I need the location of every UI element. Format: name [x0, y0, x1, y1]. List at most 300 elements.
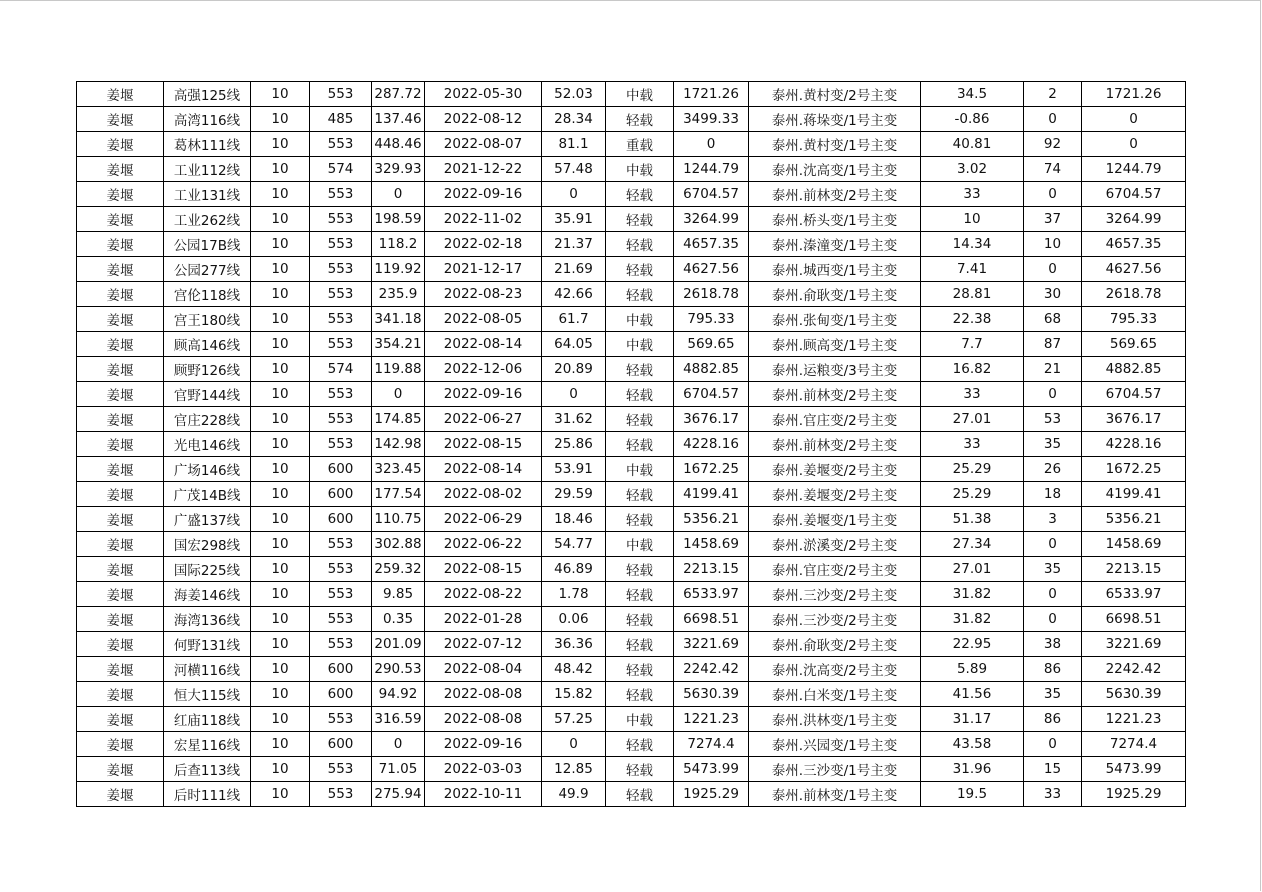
voltage-cell: 10 [251, 207, 310, 232]
table-row [77, 232, 1186, 257]
voltage-cell: 10 [251, 432, 310, 457]
region-cell: 姜堰 [77, 207, 164, 232]
available-capacity-cell: 7274.4 [674, 732, 749, 757]
remaining-capacity-cell: 5630.39 [1082, 682, 1186, 707]
table-row [77, 782, 1186, 807]
voltage-cell: 10 [251, 507, 310, 532]
line-name-cell: 海湾136线 [164, 607, 251, 632]
transformer-load-rate-cell: 10 [921, 207, 1024, 232]
line-name-cell: 工业262线 [164, 207, 251, 232]
count-cell: 3 [1024, 507, 1082, 532]
capacity-cell: 553 [310, 757, 372, 782]
load-cell: 329.93 [372, 157, 425, 182]
transformer-load-rate-cell: 16.82 [921, 357, 1024, 382]
load-status-cell: 中载 [606, 707, 674, 732]
region-cell: 姜堰 [77, 357, 164, 382]
load-cell: 0 [372, 382, 425, 407]
capacity-cell: 600 [310, 482, 372, 507]
load-rate-cell: 0.06 [542, 607, 606, 632]
line-name-cell: 广盛137线 [164, 507, 251, 532]
transformer-cell: 泰州.桥头变/1号主变 [749, 207, 921, 232]
date-cell: 2022-05-30 [425, 82, 542, 107]
remaining-capacity-cell: 569.65 [1082, 332, 1186, 357]
date-cell: 2022-08-08 [425, 682, 542, 707]
load-status-cell: 轻载 [606, 582, 674, 607]
table-body [77, 82, 1186, 807]
capacity-cell: 553 [310, 382, 372, 407]
load-cell: 201.09 [372, 632, 425, 657]
region-cell: 姜堰 [77, 432, 164, 457]
transformer-cell: 泰州.俞耿变/2号主变 [749, 632, 921, 657]
table-row [77, 532, 1186, 557]
table-row [77, 632, 1186, 657]
count-cell: 0 [1024, 532, 1082, 557]
table-row [77, 182, 1186, 207]
capacity-cell: 553 [310, 82, 372, 107]
count-cell: 86 [1024, 707, 1082, 732]
line-name-cell: 工业131线 [164, 182, 251, 207]
available-capacity-cell: 5630.39 [674, 682, 749, 707]
transformer-cell: 泰州.城西变/1号主变 [749, 257, 921, 282]
load-rate-cell: 48.42 [542, 657, 606, 682]
count-cell: 26 [1024, 457, 1082, 482]
remaining-capacity-cell: 4199.41 [1082, 482, 1186, 507]
transformer-cell: 泰州.洪林变/1号主变 [749, 707, 921, 732]
table-row [77, 107, 1186, 132]
line-name-cell: 广场146线 [164, 457, 251, 482]
available-capacity-cell: 4882.85 [674, 357, 749, 382]
voltage-cell: 10 [251, 282, 310, 307]
transformer-cell: 泰州.溱潼变/1号主变 [749, 232, 921, 257]
transformer-cell: 泰州.俞耿变/1号主变 [749, 282, 921, 307]
transformer-cell: 泰州.姜堰变/2号主变 [749, 482, 921, 507]
line-name-cell: 广茂14B线 [164, 482, 251, 507]
table-row [77, 407, 1186, 432]
load-cell: 275.94 [372, 782, 425, 807]
load-cell: 323.45 [372, 457, 425, 482]
date-cell: 2022-08-12 [425, 107, 542, 132]
load-rate-cell: 15.82 [542, 682, 606, 707]
table-row [77, 607, 1186, 632]
remaining-capacity-cell: 2213.15 [1082, 557, 1186, 582]
transformer-load-rate-cell: 7.41 [921, 257, 1024, 282]
region-cell: 姜堰 [77, 607, 164, 632]
region-cell: 姜堰 [77, 707, 164, 732]
date-cell: 2022-08-08 [425, 707, 542, 732]
load-status-cell: 轻载 [606, 632, 674, 657]
available-capacity-cell: 4228.16 [674, 432, 749, 457]
transformer-load-rate-cell: 33 [921, 182, 1024, 207]
transformer-cell: 泰州.前林变/2号主变 [749, 432, 921, 457]
count-cell: 35 [1024, 557, 1082, 582]
date-cell: 2022-08-14 [425, 332, 542, 357]
table-row [77, 307, 1186, 332]
line-name-cell: 国际225线 [164, 557, 251, 582]
load-cell: 198.59 [372, 207, 425, 232]
load-status-cell: 轻载 [606, 432, 674, 457]
transformer-cell: 泰州.三沙变/2号主变 [749, 582, 921, 607]
available-capacity-cell: 4657.35 [674, 232, 749, 257]
available-capacity-cell: 1458.69 [674, 532, 749, 557]
load-cell: 341.18 [372, 307, 425, 332]
voltage-cell: 10 [251, 407, 310, 432]
load-status-cell: 轻载 [606, 682, 674, 707]
region-cell: 姜堰 [77, 757, 164, 782]
load-status-cell: 轻载 [606, 182, 674, 207]
line-name-cell: 光电146线 [164, 432, 251, 457]
date-cell: 2021-12-22 [425, 157, 542, 182]
load-rate-cell: 28.34 [542, 107, 606, 132]
load-status-cell: 轻载 [606, 257, 674, 282]
load-status-cell: 中载 [606, 457, 674, 482]
capacity-cell: 553 [310, 432, 372, 457]
table-row [77, 82, 1186, 107]
load-status-cell: 中载 [606, 82, 674, 107]
voltage-cell: 10 [251, 557, 310, 582]
count-cell: 38 [1024, 632, 1082, 657]
load-status-cell: 轻载 [606, 557, 674, 582]
available-capacity-cell: 1672.25 [674, 457, 749, 482]
table-row [77, 132, 1186, 157]
count-cell: 35 [1024, 432, 1082, 457]
load-rate-cell: 54.77 [542, 532, 606, 557]
capacity-cell: 553 [310, 132, 372, 157]
load-cell: 287.72 [372, 82, 425, 107]
available-capacity-cell: 6533.97 [674, 582, 749, 607]
table-row [77, 582, 1186, 607]
remaining-capacity-cell: 1244.79 [1082, 157, 1186, 182]
line-name-cell: 公园17B线 [164, 232, 251, 257]
capacity-cell: 600 [310, 732, 372, 757]
transformer-load-rate-cell: 31.96 [921, 757, 1024, 782]
load-status-cell: 中载 [606, 157, 674, 182]
load-cell: 0 [372, 182, 425, 207]
transformer-cell: 泰州.白米变/1号主变 [749, 682, 921, 707]
transformer-cell: 泰州.淤溪变/2号主变 [749, 532, 921, 557]
load-cell: 316.59 [372, 707, 425, 732]
load-status-cell: 轻载 [606, 507, 674, 532]
remaining-capacity-cell: 1458.69 [1082, 532, 1186, 557]
table-row [77, 507, 1186, 532]
load-rate-cell: 0 [542, 382, 606, 407]
transformer-cell: 泰州.运粮变/3号主变 [749, 357, 921, 382]
date-cell: 2022-03-03 [425, 757, 542, 782]
voltage-cell: 10 [251, 732, 310, 757]
capacity-cell: 600 [310, 682, 372, 707]
voltage-cell: 10 [251, 632, 310, 657]
load-cell: 9.85 [372, 582, 425, 607]
table-row [77, 382, 1186, 407]
line-name-cell: 国宏298线 [164, 532, 251, 557]
line-name-cell: 顾高146线 [164, 332, 251, 357]
available-capacity-cell: 6704.57 [674, 182, 749, 207]
transformer-load-rate-cell: 28.81 [921, 282, 1024, 307]
transformer-load-rate-cell: 7.7 [921, 332, 1024, 357]
load-status-cell: 中载 [606, 332, 674, 357]
remaining-capacity-cell: 7274.4 [1082, 732, 1186, 757]
transformer-load-rate-cell: 34.5 [921, 82, 1024, 107]
transformer-cell: 泰州.三沙变/2号主变 [749, 607, 921, 632]
table-row [77, 732, 1186, 757]
table-row [77, 357, 1186, 382]
capacity-cell: 485 [310, 107, 372, 132]
region-cell: 姜堰 [77, 732, 164, 757]
remaining-capacity-cell: 6533.97 [1082, 582, 1186, 607]
remaining-capacity-cell: 2242.42 [1082, 657, 1186, 682]
voltage-cell: 10 [251, 482, 310, 507]
capacity-cell: 553 [310, 782, 372, 807]
available-capacity-cell: 0 [674, 132, 749, 157]
available-capacity-cell: 795.33 [674, 307, 749, 332]
voltage-cell: 10 [251, 457, 310, 482]
line-name-cell: 官庄228线 [164, 407, 251, 432]
region-cell: 姜堰 [77, 157, 164, 182]
load-status-cell: 轻载 [606, 107, 674, 132]
available-capacity-cell: 3676.17 [674, 407, 749, 432]
load-status-cell: 轻载 [606, 732, 674, 757]
load-rate-cell: 53.91 [542, 457, 606, 482]
load-status-cell: 轻载 [606, 232, 674, 257]
data-table [76, 81, 1186, 807]
remaining-capacity-cell: 4882.85 [1082, 357, 1186, 382]
load-status-cell: 轻载 [606, 282, 674, 307]
voltage-cell: 10 [251, 307, 310, 332]
remaining-capacity-cell: 1721.26 [1082, 82, 1186, 107]
voltage-cell: 10 [251, 332, 310, 357]
transformer-cell: 泰州.顾高变/1号主变 [749, 332, 921, 357]
available-capacity-cell: 5356.21 [674, 507, 749, 532]
line-name-cell: 后时111线 [164, 782, 251, 807]
available-capacity-cell: 6704.57 [674, 382, 749, 407]
voltage-cell: 10 [251, 682, 310, 707]
date-cell: 2022-08-04 [425, 657, 542, 682]
load-cell: 0.35 [372, 607, 425, 632]
load-cell: 0 [372, 732, 425, 757]
available-capacity-cell: 2213.15 [674, 557, 749, 582]
load-rate-cell: 21.69 [542, 257, 606, 282]
load-status-cell: 轻载 [606, 757, 674, 782]
transformer-load-rate-cell: 41.56 [921, 682, 1024, 707]
count-cell: 0 [1024, 382, 1082, 407]
load-status-cell: 重载 [606, 132, 674, 157]
voltage-cell: 10 [251, 757, 310, 782]
transformer-load-rate-cell: -0.86 [921, 107, 1024, 132]
table-row [77, 707, 1186, 732]
load-status-cell: 轻载 [606, 382, 674, 407]
region-cell: 姜堰 [77, 682, 164, 707]
date-cell: 2022-09-16 [425, 182, 542, 207]
line-name-cell: 官野144线 [164, 382, 251, 407]
date-cell: 2022-08-07 [425, 132, 542, 157]
load-cell: 302.88 [372, 532, 425, 557]
date-cell: 2022-06-29 [425, 507, 542, 532]
voltage-cell: 10 [251, 132, 310, 157]
load-rate-cell: 57.48 [542, 157, 606, 182]
voltage-cell: 10 [251, 107, 310, 132]
count-cell: 18 [1024, 482, 1082, 507]
table-row [77, 207, 1186, 232]
remaining-capacity-cell: 3264.99 [1082, 207, 1186, 232]
transformer-cell: 泰州.姜堰变/2号主变 [749, 457, 921, 482]
remaining-capacity-cell: 3676.17 [1082, 407, 1186, 432]
load-rate-cell: 57.25 [542, 707, 606, 732]
line-name-cell: 后查113线 [164, 757, 251, 782]
transformer-load-rate-cell: 25.29 [921, 457, 1024, 482]
load-rate-cell: 0 [542, 182, 606, 207]
remaining-capacity-cell: 6704.57 [1082, 182, 1186, 207]
line-name-cell: 宫伦118线 [164, 282, 251, 307]
transformer-load-rate-cell: 19.5 [921, 782, 1024, 807]
voltage-cell: 10 [251, 707, 310, 732]
region-cell: 姜堰 [77, 382, 164, 407]
count-cell: 0 [1024, 582, 1082, 607]
date-cell: 2022-06-27 [425, 407, 542, 432]
load-cell: 290.53 [372, 657, 425, 682]
count-cell: 74 [1024, 157, 1082, 182]
transformer-load-rate-cell: 40.81 [921, 132, 1024, 157]
transformer-load-rate-cell: 31.17 [921, 707, 1024, 732]
remaining-capacity-cell: 4627.56 [1082, 257, 1186, 282]
transformer-cell: 泰州.官庄变/2号主变 [749, 407, 921, 432]
transformer-cell: 泰州.黄村变/2号主变 [749, 82, 921, 107]
region-cell: 姜堰 [77, 182, 164, 207]
remaining-capacity-cell: 4228.16 [1082, 432, 1186, 457]
voltage-cell: 10 [251, 257, 310, 282]
load-cell: 177.54 [372, 482, 425, 507]
line-name-cell: 高强125线 [164, 82, 251, 107]
load-rate-cell: 35.91 [542, 207, 606, 232]
date-cell: 2022-10-11 [425, 782, 542, 807]
transformer-load-rate-cell: 27.01 [921, 557, 1024, 582]
transformer-cell: 泰州.前林变/2号主变 [749, 182, 921, 207]
load-status-cell: 轻载 [606, 207, 674, 232]
date-cell: 2022-11-02 [425, 207, 542, 232]
remaining-capacity-cell: 5473.99 [1082, 757, 1186, 782]
capacity-cell: 553 [310, 707, 372, 732]
voltage-cell: 10 [251, 382, 310, 407]
available-capacity-cell: 1221.23 [674, 707, 749, 732]
capacity-cell: 553 [310, 282, 372, 307]
available-capacity-cell: 3264.99 [674, 207, 749, 232]
load-cell: 118.2 [372, 232, 425, 257]
transformer-cell: 泰州.三沙变/1号主变 [749, 757, 921, 782]
table-row [77, 657, 1186, 682]
available-capacity-cell: 1925.29 [674, 782, 749, 807]
date-cell: 2022-08-23 [425, 282, 542, 307]
date-cell: 2022-06-22 [425, 532, 542, 557]
capacity-cell: 553 [310, 332, 372, 357]
region-cell: 姜堰 [77, 132, 164, 157]
load-rate-cell: 18.46 [542, 507, 606, 532]
voltage-cell: 10 [251, 657, 310, 682]
available-capacity-cell: 569.65 [674, 332, 749, 357]
remaining-capacity-cell: 4657.35 [1082, 232, 1186, 257]
load-cell: 71.05 [372, 757, 425, 782]
transformer-load-rate-cell: 33 [921, 382, 1024, 407]
table-row [77, 557, 1186, 582]
capacity-cell: 553 [310, 307, 372, 332]
region-cell: 姜堰 [77, 582, 164, 607]
remaining-capacity-cell: 2618.78 [1082, 282, 1186, 307]
load-rate-cell: 49.9 [542, 782, 606, 807]
line-name-cell: 顾野126线 [164, 357, 251, 382]
region-cell: 姜堰 [77, 482, 164, 507]
remaining-capacity-cell: 3221.69 [1082, 632, 1186, 657]
available-capacity-cell: 3499.33 [674, 107, 749, 132]
line-name-cell: 葛林111线 [164, 132, 251, 157]
count-cell: 30 [1024, 282, 1082, 307]
voltage-cell: 10 [251, 232, 310, 257]
load-cell: 94.92 [372, 682, 425, 707]
transformer-cell: 泰州.姜堰变/1号主变 [749, 507, 921, 532]
remaining-capacity-cell: 1221.23 [1082, 707, 1186, 732]
date-cell: 2022-08-14 [425, 457, 542, 482]
region-cell: 姜堰 [77, 507, 164, 532]
transformer-load-rate-cell: 3.02 [921, 157, 1024, 182]
capacity-cell: 553 [310, 207, 372, 232]
line-name-cell: 红庙118线 [164, 707, 251, 732]
load-rate-cell: 46.89 [542, 557, 606, 582]
load-status-cell: 轻载 [606, 657, 674, 682]
load-status-cell: 轻载 [606, 482, 674, 507]
transformer-cell: 泰州.前林变/2号主变 [749, 382, 921, 407]
table-row [77, 457, 1186, 482]
load-status-cell: 轻载 [606, 407, 674, 432]
transformer-load-rate-cell: 25.29 [921, 482, 1024, 507]
load-rate-cell: 36.36 [542, 632, 606, 657]
capacity-cell: 553 [310, 632, 372, 657]
transformer-load-rate-cell: 27.34 [921, 532, 1024, 557]
date-cell: 2022-01-28 [425, 607, 542, 632]
transformer-load-rate-cell: 33 [921, 432, 1024, 457]
line-name-cell: 恒大115线 [164, 682, 251, 707]
date-cell: 2022-08-05 [425, 307, 542, 332]
available-capacity-cell: 1721.26 [674, 82, 749, 107]
table-row [77, 682, 1186, 707]
load-cell: 235.9 [372, 282, 425, 307]
region-cell: 姜堰 [77, 232, 164, 257]
count-cell: 0 [1024, 607, 1082, 632]
line-name-cell: 公园277线 [164, 257, 251, 282]
count-cell: 53 [1024, 407, 1082, 432]
remaining-capacity-cell: 0 [1082, 132, 1186, 157]
load-rate-cell: 29.59 [542, 482, 606, 507]
count-cell: 0 [1024, 257, 1082, 282]
transformer-cell: 泰州.黄村变/1号主变 [749, 132, 921, 157]
voltage-cell: 10 [251, 357, 310, 382]
line-name-cell: 海姜146线 [164, 582, 251, 607]
available-capacity-cell: 2618.78 [674, 282, 749, 307]
load-cell: 110.75 [372, 507, 425, 532]
region-cell: 姜堰 [77, 107, 164, 132]
count-cell: 0 [1024, 182, 1082, 207]
transformer-load-rate-cell: 43.58 [921, 732, 1024, 757]
date-cell: 2022-09-16 [425, 732, 542, 757]
load-rate-cell: 25.86 [542, 432, 606, 457]
count-cell: 10 [1024, 232, 1082, 257]
available-capacity-cell: 6698.51 [674, 607, 749, 632]
region-cell: 姜堰 [77, 782, 164, 807]
region-cell: 姜堰 [77, 532, 164, 557]
load-rate-cell: 64.05 [542, 332, 606, 357]
line-name-cell: 宏星116线 [164, 732, 251, 757]
line-name-cell: 宫王180线 [164, 307, 251, 332]
capacity-cell: 574 [310, 157, 372, 182]
transformer-load-rate-cell: 31.82 [921, 607, 1024, 632]
load-rate-cell: 20.89 [542, 357, 606, 382]
capacity-cell: 553 [310, 232, 372, 257]
remaining-capacity-cell: 0 [1082, 107, 1186, 132]
